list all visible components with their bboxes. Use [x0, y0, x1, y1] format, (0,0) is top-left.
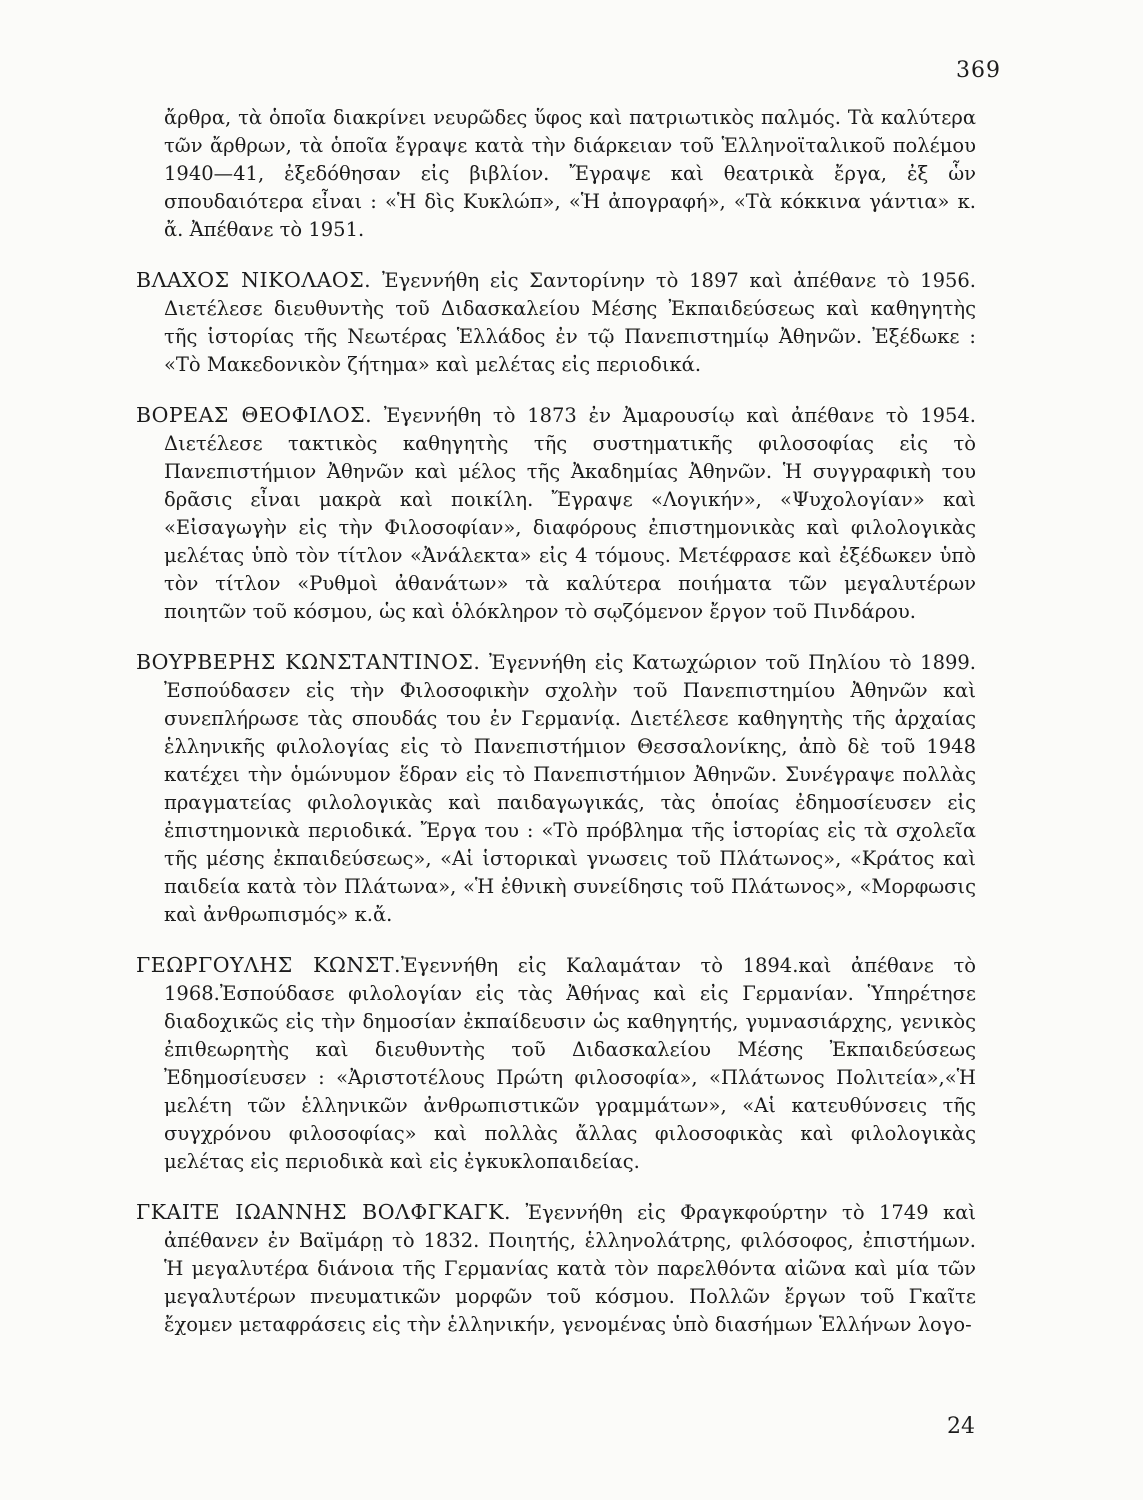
- entry-voreas: [136, 401, 976, 626]
- entry-text: Ἐγεννήθη εἰς Φραγκφούρτην τὸ 1749 καὶ ἀπέθανεν ἐν Βαϊμάρῃ τὸ 1832. Ποιητής, ἑλληνολάτρης, φιλόσοφος, ἐπιστήμων. Ἡ μεγαλυτέρα διάνοια τῆς Γερμανίας κατὰ τὸν παρελθόντα αἰῶνα καὶ μία τῶν μεγαλυτέρων πνευματικῶν μορφῶν τοῦ κόσμου. Πολλῶν ἔργων τοῦ Γκαῖτε ἔχομεν μεταφράσεις εἰς τὴν ἑλληνικήν, γενομένας ὑπὸ διασήμων Ἑλλήνων λογο-: [164, 1201, 977, 1336]
- signature-mark: 24: [947, 1414, 975, 1439]
- entry-name: ΒΟΡΕΑΣ ΘΕΟΦΙΛΟΣ.: [136, 403, 373, 427]
- entry-name: ΓΚΑΙΤΕ ΙΩΑΝΝΗΣ ΒΟΛΦΓΚΑΓΚ.: [136, 1200, 512, 1224]
- entry-name: ΒΛΑΧΟΣ ΝΙΚΟΛΑΟΣ.: [136, 268, 372, 292]
- entry-text: ἄρθρα, τὰ ὁποῖα διακρίνει νευρῶδες ὕφος καὶ πατριωτικὸς παλμός. Τὰ καλύτερα τῶν ἄρθρων, τὰ ὁποῖα ἔγραψε κατὰ τὴν διάρκειαν τοῦ Ἑλληνοϊταλικοῦ πολέμου 1940—41, ἐξεδόθησαν εἰς βιβλίον. Ἔγραψε καὶ θεατρικὰ ἔργα, ἐξ ὧν σπουδαιότερα εἶναι : «Ἡ δὶς Κυκλώπ», «Ἡ ἀπογραφή», «Τὰ κόκκινα γάντια» κ. ἄ. Ἀπέθανε τὸ 1951.: [164, 106, 976, 241]
- entry-text: Ἐγεννήθη εἰς Σαντορίνην τὸ 1897 καὶ ἀπέθανε τὸ 1956. Διετέλεσε διευθυντὴς τοῦ Διδασκαλείου Μέσης Ἐκπαιδεύσεως καὶ καθηγητὴς τῆς ἱστορίας τῆς Νεωτέρας Ἑλλάδος ἐν τῷ Πανεπιστημίῳ Ἀθηνῶν. Ἐξέδωκε : «Τὸ Μακεδονικὸν ζήτημα» καὶ μελέτας εἰς περιοδικά.: [164, 269, 976, 376]
- entry-continuation: [136, 104, 976, 244]
- entry-georgoulis: [136, 951, 976, 1176]
- entry-name: ΒΟΥΡΒΕΡΗΣ ΚΩΝΣΤΑΝΤΙΝΟΣ.: [136, 650, 481, 674]
- entry-text: Ἐγεννήθη τὸ 1873 ἐν Ἀμαρουσίῳ καὶ ἀπέθανε τὸ 1954. Διετέλεσε τακτικὸς καθηγητὴς τῆς συστηματικῆς φιλοσοφίας εἰς τὸ Πανεπιστήμιον Ἀθηνῶν καὶ μέλος τῆς Ἀκαδημίας Ἀθηνῶν. Ἡ συγγραφικὴ του δρᾶσις εἶναι μακρὰ καὶ ποικίλη. Ἔγραψε «Λογικήν», «Ψυχολογίαν» καὶ «Εἰσαγωγὴν εἰς τὴν Φιλοσοφίαν», διαφόρους ἐπιστημονικὰς καὶ φιλολογικὰς μελέτας ὑπὸ τὸν τίτλον «Ἀνάλεκτα» εἰς 4 τόμους. Μετέφρασε καὶ ἐξέδωκεν ὑπὸ τὸν τίτλον «Ρυθμοὶ ἀθανάτων» τὰ καλύτερα ποιήματα τῶν μεγαλυτέρων ποιητῶν τοῦ κόσμου, ὡς καὶ ὁλόκληρον τὸ σῳζόμενον ἔργον τοῦ Πινδάρου.: [164, 404, 976, 623]
- page-body: [136, 104, 976, 1361]
- entry-name: ΓΕΩΡΓΟΥΛΗΣ ΚΩΝΣΤ.: [136, 953, 402, 977]
- entry-vourveris: [136, 648, 976, 929]
- entry-text: Ἐγεννήθη εἰς Καλαμάταν τὸ 1894.καὶ ἀπέθανε τὸ 1968.Ἐσπούδασε φιλολογίαν εἰς τὰς Ἀθήνας καὶ εἰς Γερμανίαν. Ὑπηρέτησε διαδοχικῶς εἰς τὴν δημοσίαν ἐκπαίδευσιν ὡς καθηγητής, γυμνασιάρχης, γενικὸς ἐπιθεωρητὴς καὶ διευθυντὴς τοῦ Διδασκαλείου Μέσης Ἐκπαιδεύσεως Ἐδημοσίευσεν : «Ἀριστοτέλους Πρώτη φιλοσοφία», «Πλάτωνος Πολιτεία»,«Ἡ μελέτη τῶν ἑλληνικῶν ἀνθρωπιστικῶν γραμμάτων», «Αἱ κατευθύνσεις τῆς συγχρόνου φιλοσοφίας» καὶ πολλὰς ἄλλας φιλοσοφικὰς καὶ φιλολογικὰς μελέτας εἰς περιοδικὰ καὶ εἰς ἐγκυκλοπαιδείας.: [164, 954, 976, 1173]
- page-number: 369: [956, 58, 1001, 83]
- entry-vlachos: [136, 266, 976, 379]
- entry-text: Ἐγεννήθη εἰς Κατωχώριον τοῦ Πηλίου τὸ 1899. Ἐσπούδασεν εἰς τὴν Φιλοσοφικὴν σχολὴν τοῦ Πανεπιστημίου Ἀθηνῶν καὶ συνεπλήρωσε τὰς σπουδάς του ἐν Γερμανίᾳ. Διετέλεσε καθηγητὴς τῆς ἀρχαίας ἑλληνικῆς φιλολογίας εἰς τὸ Πανεπιστήμιον Θεσσαλονίκης, ἀπὸ δὲ τοῦ 1948 κατέχει τὴν ὁμώνυμον ἕδραν εἰς τὸ Πανεπιστήμιον Ἀθηνῶν. Συνέγραψε πολλὰς πραγματείας φιλολογικὰς καὶ παιδαγωγικάς, τὰς ὁποίας ἐδημοσίευσεν εἰς ἐπιστημονικὰ περιοδικά. Ἔργα του : «Τὸ πρόβλημα τῆς ἱστορίας εἰς τὰ σχολεῖα τῆς μέσης ἐκπαιδεύσεως», «Αἱ ἱστορικαὶ γνωσεις τοῦ Πλάτωνος», «Κράτος καὶ παιδεία κατὰ τὸν Πλάτωνα», «Ἡ ἐθνικὴ συνείδησις τοῦ Πλάτωνος», «Μορφωσις καὶ ἀνθρωπισμός» κ.ἄ.: [164, 651, 977, 926]
- entry-goethe: [136, 1198, 976, 1339]
